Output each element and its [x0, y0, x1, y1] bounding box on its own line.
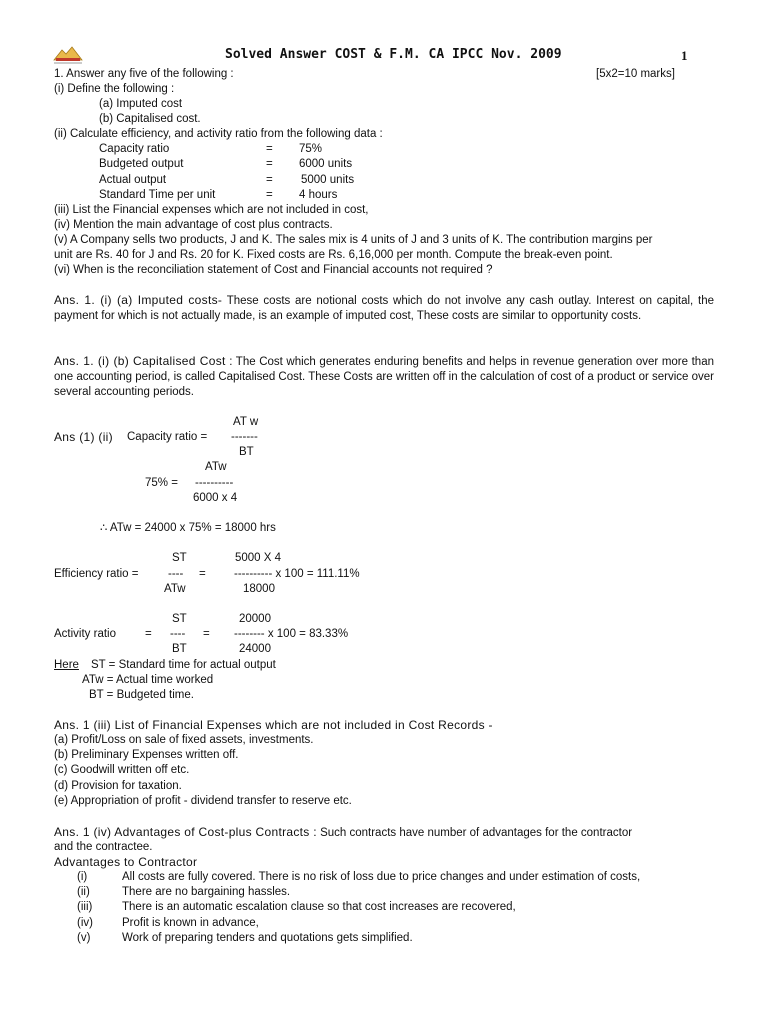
question-v-line2: unit are Rs. 40 for J and Rs. 20 for K. Fixed costs are Rs. 6,16,000 per month. Compute the break-even point.: [54, 249, 613, 261]
list-item: There are no bargaining hassles.: [122, 886, 291, 898]
publisher-logo-icon: [52, 44, 84, 64]
data-row-label: Capacity ratio: [99, 143, 170, 155]
list-number: (v): [77, 932, 91, 944]
pct-divider: ----------: [195, 477, 234, 489]
sub-heading: Advantages to Contractor: [54, 855, 198, 869]
pct-numerator: ATw: [205, 461, 227, 473]
answer-heading: Ans. 1. (i) (b) Capitalised Cost: [54, 354, 226, 368]
list-item: Profit is known in advance,: [122, 917, 259, 929]
data-row-label: Actual output: [99, 174, 167, 186]
list-item: (b) Preliminary Expenses written off.: [54, 749, 239, 761]
question-i-a: (a) Imputed cost: [99, 98, 183, 110]
act-denominator: 24000: [239, 643, 271, 655]
data-row-eq: =: [266, 158, 273, 170]
list-number: (iv): [77, 917, 93, 929]
list-item: All costs are fully covered. There is no risk of loss due to price changes and under estimation of costs,: [122, 871, 641, 883]
list-item: There is an automatic escalation clause so that cost increases are recovered,: [122, 901, 516, 913]
here-label: Here: [54, 659, 79, 671]
page-number: 1: [681, 48, 688, 63]
data-row-value: 4 hours: [299, 189, 338, 201]
data-row-label: Budgeted output: [99, 158, 184, 170]
list-item: (c) Goodwill written off etc.: [54, 764, 190, 776]
question-intro: 1. Answer any five of the following :: [54, 68, 234, 80]
pct-denominator: 6000 x 4: [193, 492, 238, 504]
atw-result: ∴ ATw = 24000 x 75% = 18000 hrs: [100, 522, 276, 534]
answer-body: : The Cost which generates enduring benefits and helps in revenue generation over more than one accounting period, is called Capitalised Cost. These Costs are written off in the calculation of cost of a product or service over several accounting periods.: [54, 356, 714, 398]
question-ii: (ii) Calculate efficiency, and activity ratio from the following data :: [54, 128, 383, 140]
data-row-label: Standard Time per unit: [99, 189, 216, 201]
list-item: (e) Appropriation of profit - dividend transfer to reserve etc.: [54, 795, 352, 807]
answer-heading: Ans. 1. (i) (a) Imputed costs-: [54, 293, 223, 307]
data-row-value: 75%: [299, 143, 323, 155]
list-number: (ii): [77, 886, 90, 898]
list-item: (d) Provision for taxation.: [54, 780, 182, 792]
cap-ratio-denominator: BT: [239, 446, 254, 458]
act-bt: BT: [172, 643, 187, 655]
answer-heading: Ans (1) (ii): [54, 430, 113, 444]
answer-heading: Ans. 1 (iv) Advantages of Cost-plus Contracts :: [54, 825, 317, 839]
question-i-b: (b) Capitalised cost.: [99, 113, 201, 125]
act-numerator: 20000: [239, 613, 271, 625]
data-row-eq: =: [266, 143, 273, 155]
cap-ratio-label: Capacity ratio =: [127, 431, 208, 443]
pct-label: 75% =: [145, 477, 178, 489]
act-result: -------- x 100 = 83.33%: [234, 628, 349, 640]
data-row-value: 5000 units: [301, 174, 355, 186]
answer-body-continued: and the contractee.: [54, 841, 153, 853]
data-row-eq: =: [266, 189, 273, 201]
answer-capitalised-cost: [54, 354, 714, 400]
question-i: (i) Define the following :: [54, 83, 175, 95]
activity-ratio-label: Activity ratio: [54, 628, 116, 640]
definition-atw: ATw = Actual time worked: [82, 674, 214, 686]
list-number: (i): [77, 871, 88, 883]
question-iii: (iii) List the Financial expenses which are not included in cost,: [54, 204, 369, 216]
act-equals: =: [145, 628, 152, 640]
act-equals: =: [203, 628, 210, 640]
eff-divider: ----: [168, 568, 184, 580]
list-item: (a) Profit/Loss on sale of fixed assets, investments.: [54, 734, 314, 746]
act-divider: ----: [170, 628, 186, 640]
eff-numerator: 5000 X 4: [235, 552, 282, 564]
answer-body: These costs are notional costs which do not involve any cash outlay. Interest on capital, the payment for which is not actually made, is an example of imputed cost, These costs are similar to opportunity costs.: [54, 295, 714, 322]
eff-denominator: 18000: [243, 583, 275, 595]
cap-ratio-numerator: AT w: [233, 416, 259, 428]
list-number: (iii): [77, 901, 93, 913]
question-marks: [5x2=10 marks]: [596, 68, 675, 80]
cap-ratio-divider: -------: [231, 431, 258, 443]
question-v-line1: (v) A Company sells two products, J and K. The sales mix is 4 units of J and 3 units of K. The contribution margins per: [54, 234, 653, 246]
eff-atw: ATw: [164, 583, 186, 595]
data-row-eq: =: [266, 174, 273, 186]
answer-body: Such contracts have number of advantages for the contractor: [316, 827, 633, 839]
question-vi: (vi) When is the reconciliation statement of Cost and Financial accounts not required ?: [54, 264, 493, 276]
eff-st: ST: [172, 552, 187, 564]
eff-result: ---------- x 100 = 111.11%: [234, 568, 360, 580]
answer-line: [54, 825, 632, 840]
definition-st: ST = Standard time for actual output: [91, 659, 276, 671]
eff-equals: =: [199, 568, 206, 580]
answer-imputed-cost: [54, 293, 714, 324]
list-item: Work of preparing tenders and quotations gets simplified.: [122, 932, 413, 944]
act-st: ST: [172, 613, 187, 625]
page-title: Solved Answer COST & F.M. CA IPCC Nov. 2009: [225, 47, 562, 62]
question-iv: (iv) Mention the main advantage of cost plus contracts.: [54, 219, 333, 231]
definition-bt: BT = Budgeted time.: [89, 689, 194, 701]
efficiency-ratio-label: Efficiency ratio =: [54, 568, 139, 580]
data-row-value: 6000 units: [299, 158, 353, 170]
answer-heading: Ans. 1 (iii) List of Financial Expenses which are not included in Cost Records -: [54, 718, 493, 732]
